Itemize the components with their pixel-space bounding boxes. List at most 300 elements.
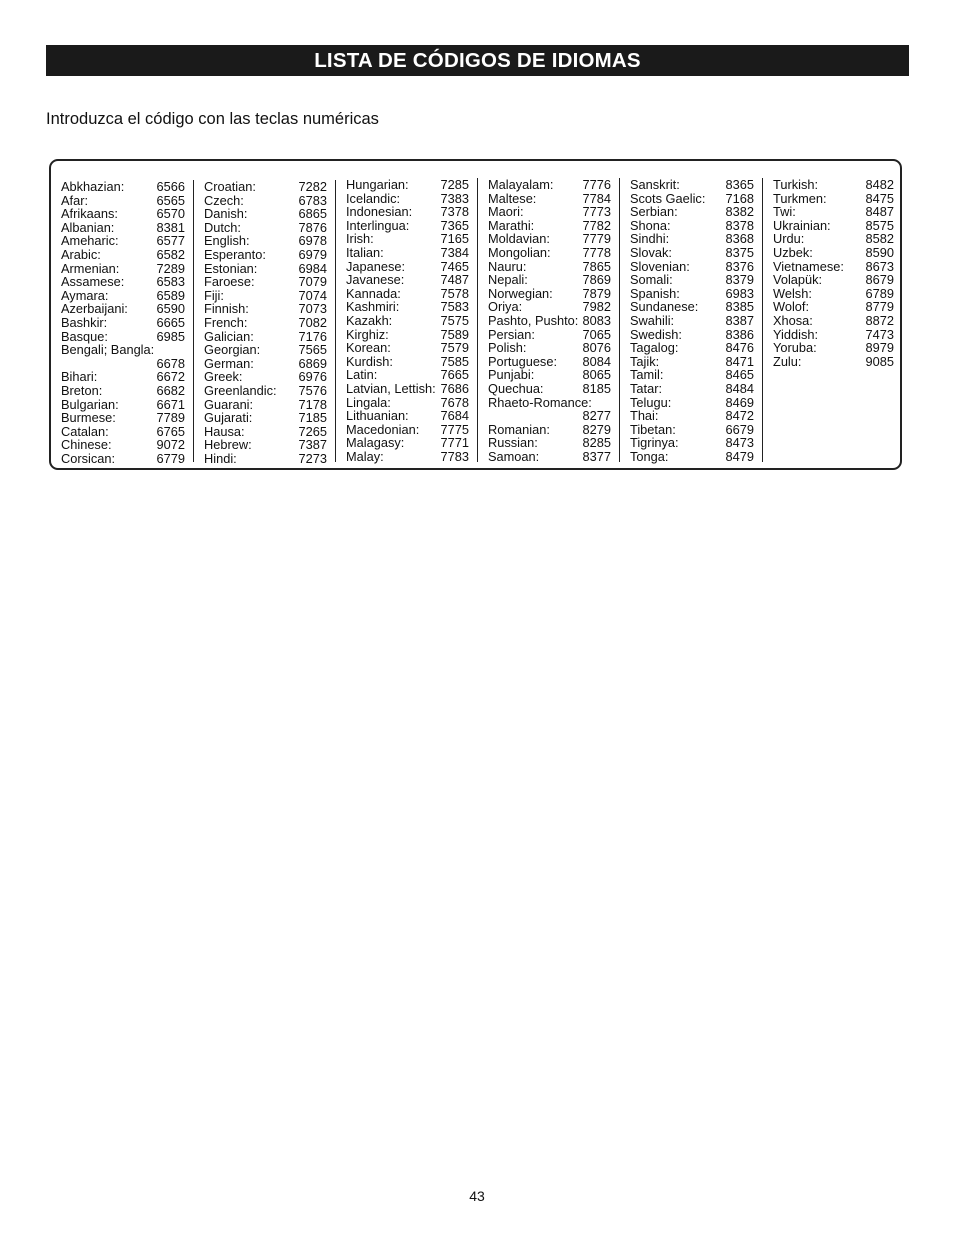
language-entry: [346, 287, 469, 301]
language-name: Norwegian:: [488, 285, 553, 301]
language-code: 7289: [156, 260, 185, 276]
page-title: LISTA DE CÓDIGOS DE IDIOMAS: [314, 48, 641, 72]
language-entry: [773, 219, 894, 233]
language-name: Vietnamese:: [773, 258, 844, 274]
language-code: 7585: [440, 353, 469, 369]
language-entry: [488, 436, 611, 450]
language-entry: [488, 287, 611, 301]
language-code: 7686: [440, 380, 469, 396]
page-number: 43: [469, 1188, 485, 1204]
language-name: Mongolian:: [488, 244, 551, 260]
code-column-1: [51, 179, 194, 466]
language-entry: [630, 205, 754, 219]
language-name: Bashkir:: [61, 314, 108, 330]
language-name: Latvian, Lettish:: [346, 380, 436, 396]
language-name: Turkmen:: [773, 190, 827, 206]
language-code: 8386: [725, 326, 754, 342]
language-code: 7575: [440, 312, 469, 328]
language-name: Telugu:: [630, 394, 672, 410]
language-name: Persian:: [488, 326, 535, 342]
language-name: Yoruba:: [773, 340, 817, 356]
language-code: 7168: [725, 190, 754, 206]
language-name: Tatar:: [630, 380, 663, 396]
language-entry: [630, 178, 754, 192]
language-entry: [204, 330, 327, 344]
language-name: Swedish:: [630, 326, 682, 342]
language-entry: [204, 370, 327, 384]
language-name: Breton:: [61, 382, 103, 398]
language-entry: [630, 300, 754, 314]
language-name: Tibetan:: [630, 421, 676, 437]
language-entry: [630, 409, 754, 423]
language-code: 7065: [582, 326, 611, 342]
language-entry: [488, 300, 611, 314]
language-code: 7783: [440, 448, 469, 464]
language-name: Tonga:: [630, 448, 669, 464]
language-entry: [773, 355, 894, 369]
language-name: Dutch:: [204, 219, 241, 235]
language-code: 6583: [156, 274, 185, 290]
language-code: 8479: [725, 448, 754, 464]
language-entry: [61, 262, 185, 276]
language-code: 6979: [298, 246, 327, 262]
language-code: 7079: [298, 274, 327, 290]
language-entry: [204, 234, 327, 248]
language-name: Hindi:: [204, 450, 237, 466]
language-name: Bihari:: [61, 369, 98, 385]
language-code: 8376: [725, 258, 754, 274]
language-name: Afar:: [61, 192, 89, 208]
language-code: 6672: [156, 369, 185, 385]
language-entry: [630, 273, 754, 287]
language-name: Assamese:: [61, 274, 125, 290]
language-entry: [773, 314, 894, 328]
language-name: Somali:: [630, 272, 673, 288]
language-entry: [204, 194, 327, 208]
language-code: 9085: [865, 353, 894, 369]
code-column-2: [194, 179, 336, 466]
language-name: Wolof:: [773, 299, 810, 315]
language-code: 8472: [725, 408, 754, 424]
language-code: 7387: [298, 437, 327, 453]
language-code: 7383: [440, 190, 469, 206]
language-code: 7771: [440, 435, 469, 451]
language-name: Macedonian:: [346, 421, 420, 437]
language-entry: [630, 232, 754, 246]
language-code: 6779: [156, 450, 185, 466]
language-name: Welsh:: [773, 285, 812, 301]
language-code: 8368: [725, 231, 754, 247]
language-entry: [61, 343, 185, 357]
language-code: 8065: [582, 367, 611, 383]
language-entry: [61, 234, 185, 248]
language-name: Tigrinya:: [630, 435, 679, 451]
language-code: 8487: [865, 204, 894, 220]
language-entry: [61, 275, 185, 289]
language-name: Punjabi:: [488, 367, 535, 383]
language-name: Interlingua:: [346, 217, 410, 233]
language-entry: [61, 248, 185, 262]
language-name: Sindhi:: [630, 231, 670, 247]
language-code: 6590: [156, 301, 185, 317]
language-code: 6589: [156, 287, 185, 303]
language-entry: [204, 411, 327, 425]
language-name: Sanskrit:: [630, 177, 680, 192]
language-code: 7074: [298, 287, 327, 303]
language-entry: [488, 355, 611, 369]
language-entry: [630, 396, 754, 410]
language-entry: [488, 314, 611, 328]
language-name: Irish:: [346, 231, 374, 247]
language-name: Fiji:: [204, 287, 224, 303]
language-entry: [488, 368, 611, 382]
language-name: Ameharic:: [61, 233, 119, 249]
language-name: Ukrainian:: [773, 217, 831, 233]
language-entry: [488, 260, 611, 274]
language-name: Albanian:: [61, 219, 115, 235]
language-code: 8375: [725, 244, 754, 260]
code-column-3: [336, 178, 478, 462]
language-name: Armenian:: [61, 260, 120, 276]
language-name: Chinese:: [61, 437, 112, 453]
language-entry: [630, 355, 754, 369]
language-entry: [346, 423, 469, 437]
language-entry: [204, 398, 327, 412]
language-code: 7265: [298, 423, 327, 439]
language-entry: [346, 219, 469, 233]
language-code: 7782: [582, 217, 611, 233]
language-entry: [61, 180, 185, 194]
language-code: 6682: [156, 382, 185, 398]
language-code: 7365: [440, 217, 469, 233]
language-name: Scots Gaelic:: [630, 190, 706, 206]
language-entry: [488, 273, 611, 287]
language-name: Bulgarian:: [61, 396, 119, 412]
language-name: Pashto, Pushto:: [488, 312, 579, 328]
language-name: Maori:: [488, 204, 524, 220]
language-entry: [346, 260, 469, 274]
language-entry: [488, 382, 611, 396]
language-code: 8381: [156, 219, 185, 235]
language-entry: [773, 260, 894, 274]
language-name: Japanese:: [346, 258, 406, 274]
language-code: 7784: [582, 190, 611, 206]
language-code: 6665: [156, 314, 185, 330]
language-name: Italian:: [346, 244, 384, 260]
language-entry: [773, 328, 894, 342]
language-name: Malayalam:: [488, 177, 554, 192]
language-entry: [630, 192, 754, 206]
header-bar: [46, 45, 909, 76]
language-entry: [488, 205, 611, 219]
language-code: 8476: [725, 340, 754, 356]
language-entry: [488, 246, 611, 260]
language-entry: [61, 316, 185, 330]
language-name: Romanian:: [488, 421, 550, 437]
language-code: 7583: [440, 299, 469, 315]
language-name: Turkish:: [773, 177, 819, 192]
language-entry: [488, 192, 611, 206]
language-name: Serbian:: [630, 204, 678, 220]
language-code: 7579: [440, 340, 469, 356]
language-code: 7578: [440, 285, 469, 301]
language-name: Basque:: [61, 328, 108, 344]
language-name: Malay:: [346, 448, 384, 464]
language-code: 7178: [298, 396, 327, 412]
language-entry: [346, 328, 469, 342]
language-code: 8387: [725, 312, 754, 328]
language-name: Moldavian:: [488, 231, 550, 247]
language-name: Hausa:: [204, 423, 245, 439]
language-name: Abkhazian:: [61, 179, 125, 194]
language-entry: [61, 411, 185, 425]
language-name: Azerbaijani:: [61, 301, 128, 317]
language-name: Xhosa:: [773, 312, 813, 328]
language-code: 6671: [156, 396, 185, 412]
language-name: Korean:: [346, 340, 391, 356]
language-code: 8582: [865, 231, 894, 247]
language-name: Faroese:: [204, 274, 255, 290]
language-name: Marathi:: [488, 217, 535, 233]
language-code: 8575: [865, 217, 894, 233]
language-code: 7879: [582, 285, 611, 301]
language-entry: [346, 232, 469, 246]
language-name: Zulu:: [773, 353, 802, 369]
language-name: Nauru:: [488, 258, 527, 274]
language-name: Malagasy:: [346, 435, 405, 451]
language-name: Burmese:: [61, 410, 116, 426]
language-code: 7073: [298, 301, 327, 317]
language-name: Portuguese:: [488, 353, 558, 369]
language-name: Kazakh:: [346, 312, 393, 328]
language-entry: [204, 302, 327, 316]
language-code: 7285: [440, 177, 469, 192]
language-name: Twi:: [773, 204, 796, 220]
language-entry-code-line: [61, 357, 185, 371]
language-code: 8979: [865, 340, 894, 356]
language-code: 8279: [582, 421, 611, 437]
language-entry: [773, 287, 894, 301]
language-name: Hebrew:: [204, 437, 252, 453]
language-name: Guarani:: [204, 396, 254, 412]
language-entry: [204, 221, 327, 235]
language-code: 6978: [298, 233, 327, 249]
language-entry: [61, 452, 185, 466]
language-entry: [346, 341, 469, 355]
language-name: Galician:: [204, 328, 254, 344]
language-code: 6869: [298, 355, 327, 371]
language-code: 8084: [582, 353, 611, 369]
language-code: 7082: [298, 314, 327, 330]
language-entry: [630, 436, 754, 450]
language-name: Shona:: [630, 217, 671, 233]
language-code: 7876: [298, 219, 327, 235]
language-name: Kashmiri:: [346, 299, 400, 315]
language-name: Latin:: [346, 367, 378, 383]
language-code: 7775: [440, 421, 469, 437]
language-name: Tamil:: [630, 367, 664, 383]
intro-text: Introduzca el código con las teclas numéricas: [46, 110, 379, 128]
language-code: 8469: [725, 394, 754, 410]
language-entry: [346, 192, 469, 206]
language-code: 8471: [725, 353, 754, 369]
language-code: 6679: [725, 421, 754, 437]
language-entry: [488, 423, 611, 437]
language-entry: [346, 300, 469, 314]
language-entry: [61, 289, 185, 303]
language-code: 7273: [298, 450, 327, 466]
language-entry: [346, 273, 469, 287]
language-entry: [773, 300, 894, 314]
language-name: Tajik:: [630, 353, 660, 369]
language-name: Lingala:: [346, 394, 391, 410]
language-code: 6566: [156, 179, 185, 194]
language-code: 7473: [865, 326, 894, 342]
language-entry: [61, 370, 185, 384]
language-name: Estonian:: [204, 260, 258, 276]
language-code: 7684: [440, 408, 469, 424]
language-code: 8590: [865, 244, 894, 260]
language-name: Aymara:: [61, 287, 109, 303]
language-name: Greek:: [204, 369, 243, 385]
language-code: 8679: [865, 272, 894, 288]
language-code: 7185: [298, 410, 327, 426]
language-entry: [346, 436, 469, 450]
language-name: Tagalog:: [630, 340, 679, 356]
language-entry: [346, 409, 469, 423]
language-code: 8475: [865, 190, 894, 206]
language-entry: [630, 260, 754, 274]
language-entry: [204, 357, 327, 371]
language-name: Arabic:: [61, 246, 101, 262]
language-entry: [488, 178, 611, 192]
language-code: 8482: [865, 177, 894, 192]
language-name: Esperanto:: [204, 246, 266, 262]
language-name: French:: [204, 314, 248, 330]
language-code: 7779: [582, 231, 611, 247]
language-code: 7282: [298, 179, 327, 194]
language-name: Bengali; Bangla:: [61, 342, 155, 358]
language-code: 8382: [725, 204, 754, 220]
language-code: 8872: [865, 312, 894, 328]
language-name: Afrikaans:: [61, 206, 118, 222]
language-code: 6984: [298, 260, 327, 276]
language-code: 9072: [156, 437, 185, 453]
language-code: 6582: [156, 246, 185, 262]
language-code: 8673: [865, 258, 894, 274]
language-code: 6789: [865, 285, 894, 301]
language-name: Catalan:: [61, 423, 109, 439]
language-code-table: [49, 159, 902, 470]
language-entry: [346, 314, 469, 328]
language-code: 8779: [865, 299, 894, 315]
language-code: 7773: [582, 204, 611, 220]
language-entry: [630, 423, 754, 437]
language-code: 6983: [725, 285, 754, 301]
language-entry: [346, 205, 469, 219]
language-name: Croatian:: [204, 179, 256, 194]
language-entry: [773, 246, 894, 260]
language-code: 7778: [582, 244, 611, 260]
language-code: 6565: [156, 192, 185, 208]
language-entry: [773, 341, 894, 355]
language-code: 8465: [725, 367, 754, 383]
language-code: 6570: [156, 206, 185, 222]
language-name: Icelandic:: [346, 190, 401, 206]
language-entry: [630, 341, 754, 355]
language-name: Kannada:: [346, 285, 401, 301]
language-entry: [204, 275, 327, 289]
language-entry: [773, 273, 894, 287]
language-name: Kirghiz:: [346, 326, 389, 342]
language-name: Czech:: [204, 192, 244, 208]
language-entry: [61, 194, 185, 208]
language-code: 6765: [156, 423, 185, 439]
language-entry: [61, 398, 185, 412]
language-code: 8365: [725, 177, 754, 192]
language-entry: [204, 452, 327, 466]
language-name: Thai:: [630, 408, 659, 424]
language-name: Urdu:: [773, 231, 805, 247]
language-entry: [773, 178, 894, 192]
language-entry: [630, 328, 754, 342]
language-code: 7465: [440, 258, 469, 274]
language-name: Georgian:: [204, 342, 261, 358]
language-entry: [61, 330, 185, 344]
language-name: Sundanese:: [630, 299, 699, 315]
language-name: Volapük:: [773, 272, 823, 288]
language-code: 7665: [440, 367, 469, 383]
language-entry: [488, 450, 611, 464]
language-name: Finnish:: [204, 301, 249, 317]
language-name: English:: [204, 233, 250, 249]
language-code: 8277: [582, 408, 611, 424]
language-entry: [488, 232, 611, 246]
language-code: 7565: [298, 342, 327, 358]
language-entry: [204, 343, 327, 357]
language-entry: [204, 384, 327, 398]
language-code: 6577: [156, 233, 185, 249]
language-entry: [346, 450, 469, 464]
language-entry: [61, 221, 185, 235]
language-code: 7589: [440, 326, 469, 342]
language-entry: [61, 438, 185, 452]
language-code: 8484: [725, 380, 754, 396]
language-entry: [204, 289, 327, 303]
language-code: 8285: [582, 435, 611, 451]
language-code: 6678: [156, 355, 185, 371]
language-entry: [630, 219, 754, 233]
language-code: 6865: [298, 206, 327, 222]
language-code: 7165: [440, 231, 469, 247]
language-code: 8385: [725, 299, 754, 315]
language-entry: [61, 302, 185, 316]
language-code: 6783: [298, 192, 327, 208]
language-entry: [204, 248, 327, 262]
language-name: Yiddish:: [773, 326, 819, 342]
language-name: German:: [204, 355, 254, 371]
language-code: 7678: [440, 394, 469, 410]
language-code: 6985: [156, 328, 185, 344]
language-name: Polish:: [488, 340, 527, 356]
code-column-6: [763, 178, 902, 462]
language-name: Maltese:: [488, 190, 537, 206]
language-name: Oriya:: [488, 299, 523, 315]
language-name: Javanese:: [346, 272, 405, 288]
language-code: 7384: [440, 244, 469, 260]
language-code: 8378: [725, 217, 754, 233]
language-name: Kurdish:: [346, 353, 393, 369]
